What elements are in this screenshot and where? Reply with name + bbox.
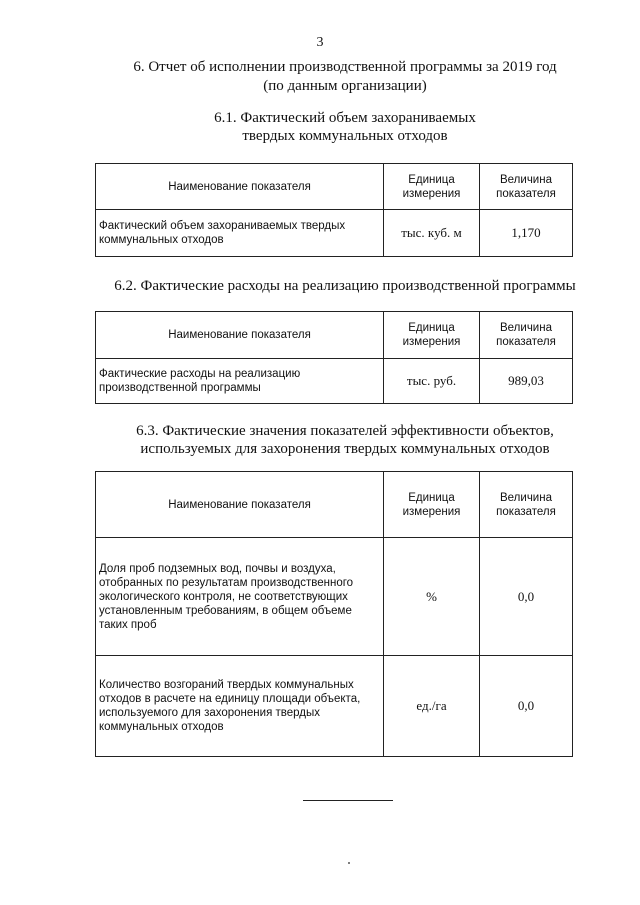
section-6-2-title: 6.2. Фактические расходы на реализацию производственной программы [114,278,576,294]
table-6-3 [95,471,573,757]
table-row [96,656,573,757]
closing-rule [303,800,393,801]
section-6-1-title: 6.1. Фактический объем захораниваемых [214,110,476,126]
page-number: 3 [316,35,324,50]
header-unit: Единица измерения [384,312,480,359]
header-unit: Единица измерения [384,164,480,210]
table-6-2 [95,311,573,404]
section-6-3-title: 6.3. Фактические значения показателей эффективности объектов, [136,423,554,439]
section-6-1-subtitle: твердых коммунальных отходов [242,128,448,144]
cell-name: Фактический объем захораниваемых твердых коммунальных отходов [96,210,384,257]
scan-speck [348,862,350,864]
cell-unit: тыс. куб. м [384,210,480,257]
header-name: Наименование показателя [96,472,384,538]
cell-unit: тыс. руб. [384,359,480,404]
table-row [96,359,573,404]
cell-value: 0,0 [480,538,573,656]
cell-value: 1,170 [480,210,573,257]
cell-unit: ед./га [384,656,480,757]
cell-name: Фактические расходы на реализацию производственной программы [96,359,384,404]
header-name: Наименование показателя [96,312,384,359]
header-value: Величина показателя [480,312,573,359]
header-value: Величина показателя [480,472,573,538]
header-value: Величина показателя [480,164,573,210]
table-6-1 [95,163,573,257]
section-6-subtitle: (по данным организации) [263,78,427,94]
table-row [96,538,573,656]
cell-name: Количество возгораний твердых коммунальных отходов в расчете на единицу площади объекта, используемого для захоронения твердых коммунальных отходов [96,656,384,757]
table-header-row [96,312,573,359]
cell-name: Доля проб подземных вод, почвы и воздуха, отобранных по результатам производственного экологического контроля, не соответствующих установленным требованиям, в общем объеме таких проб [96,538,384,656]
header-unit: Единица измерения [384,472,480,538]
table-row [96,210,573,257]
cell-unit: % [384,538,480,656]
cell-value: 0,0 [480,656,573,757]
section-6-title: 6. Отчет об исполнении производственной программы за 2019 год [133,59,557,75]
table-header-row [96,472,573,538]
table-header-row [96,164,573,210]
section-6-3-subtitle: используемых для захоронения твердых коммунальных отходов [140,441,550,457]
cell-value: 989,03 [480,359,573,404]
header-name: Наименование показателя [96,164,384,210]
